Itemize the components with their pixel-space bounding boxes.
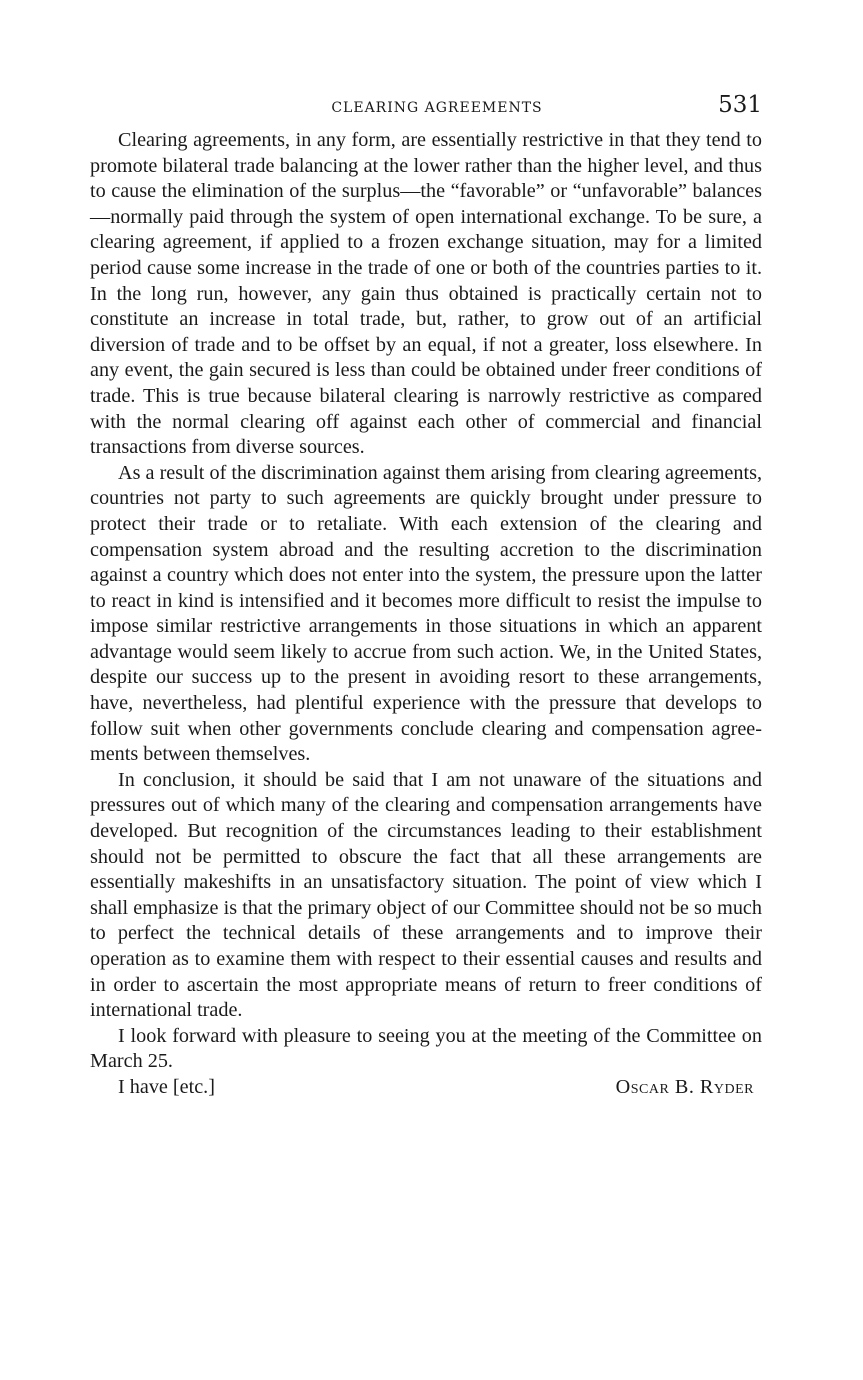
paragraph-3: In conclusion, it should be said that I am not unaware of the situations and pressures out of which many of the clearing and compensation arrangements have developed. But recognition of the circumstances leading to their establishment should not be permitted to obscure the fact that all these arrangements are essentially makeshifts in an unsatisfactory situation. The point of view which I shall emphasize is that the primary object of our Committee should not be so much to perfect the technical details of these arrangements and to improve their operation as to examine them with respect to their essential causes and results and in order to ascertain the most appropriate means of return to freer conditions of international trade. xyxy=(90,768,762,1022)
closing-formula: I have [etc.] xyxy=(118,1075,215,1098)
document-page xyxy=(90,92,762,1101)
running-header xyxy=(90,92,762,126)
paragraph-4: I look forward with pleasure to seeing you at the meeting of the Committee on March 25. xyxy=(90,1024,762,1073)
page-number: 531 xyxy=(718,92,762,118)
closing-line xyxy=(90,1075,762,1101)
running-title: CLEARING AGREEMENTS xyxy=(331,100,543,116)
paragraph-2: As a result of the discrimination against them arising from clearing agreements, countries not party to such agreements are quickly brought under pressure to protect their trade or to retaliate. With each extension of the clearing and compensation system abroad and the resulting accretion to the discrimination against a country which does not enter into the system, the pressure upon the latter to react in kind is intensified and it becomes more difficult to resist the impulse to impose similar restrictive arrangements in those situations in which an apparent advantage would seem likely to accrue from such action. We, in the United States, despite our success up to the present in avoiding resort to these arrangements, have, nevertheless, had plentiful experience with the pressure that develops to follow suit when other governments conclude clearing and compensation agreements between themselves. xyxy=(90,461,762,766)
paragraph-1: Clearing agreements, in any form, are essentially restrictive in that they tend to promote bilateral trade balancing at the lower rather than the higher level, and thus to cause the elimination of the surplus—the “favorable” or “unfavorable” balances—normally paid through the system of open international exchange. To be sure, a clearing agreement, if applied to a frozen exchange situation, may for a limited period cause some increase in the trade of one or both of the countries parties to it. In the long run, however, any gain thus obtained is practically certain not to constitute an increase in total trade, but, rather, to grow out of an artificial diversion of trade and to be offset by an equal, if not a greater, loss elsewhere. In any event, the gain secured is less than could be obtained under freer conditions of trade. This is true because bilateral clearing is narrowly restrictive as compared with the normal clearing off against each other of commercial and financial transactions from diverse sources. xyxy=(90,129,762,459)
letter-body xyxy=(90,128,762,1075)
signature: Oscar B. Ryder xyxy=(615,1075,754,1098)
